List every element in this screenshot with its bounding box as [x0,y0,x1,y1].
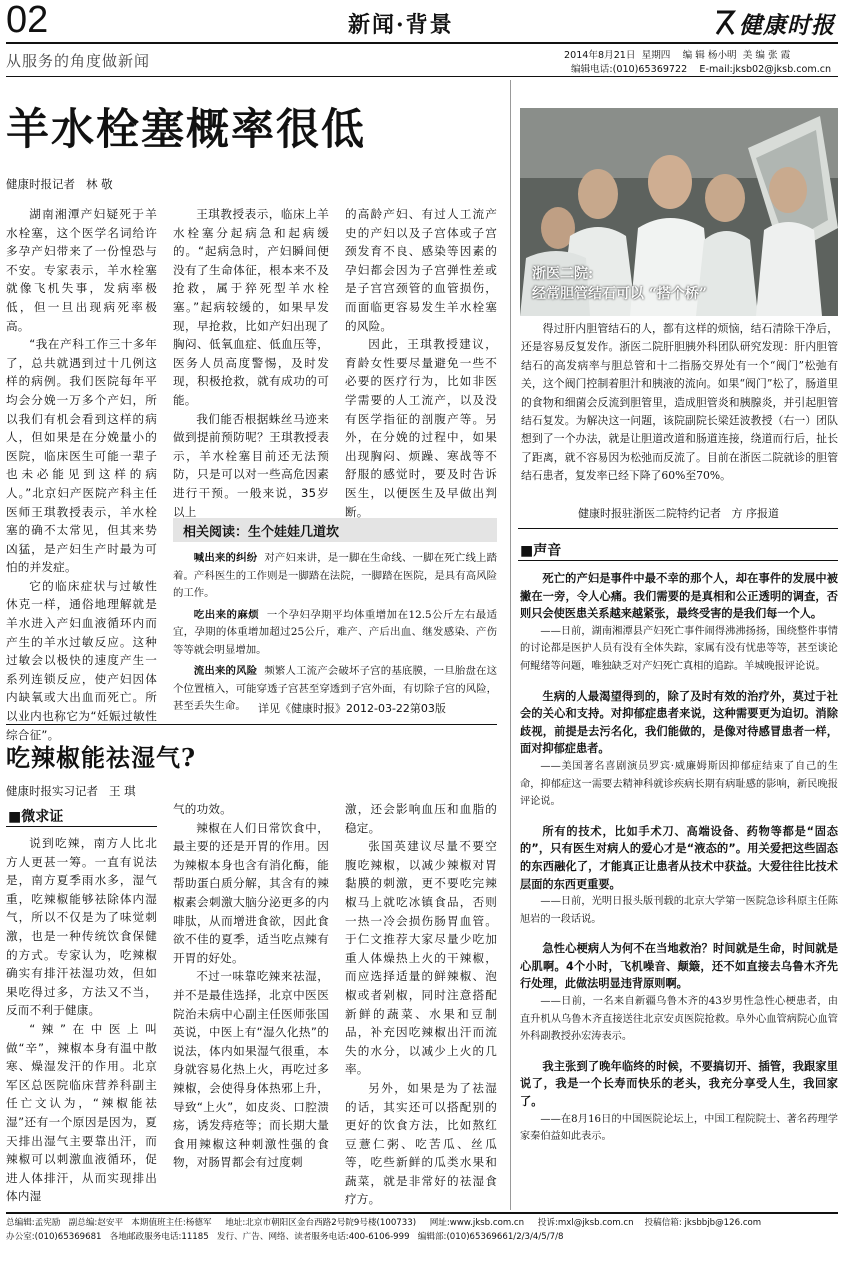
related-item-label: 吃出来的麻烦 [193,608,260,621]
article2-paragraph: 不过一味靠吃辣来祛湿，并不是最佳选择，北京中医医院治未病中心副主任医师张国英说，中医上有“湿久化热”的说法，体内如果湿气很重，本身就容易化热上火，再吃过多辣椒，会使得身体热邪上升，导致“上火”，如皮炎、口腔溃疡，诱发痔疮等；而长期大量食用辣椒这种刺激性强的食物，对肠胃都会有过度刺 [173,969,329,1170]
voice-source: ——日前，湖南湘潭县产妇死亡事件闹得沸沸扬扬，围绕整件事情的讨论都是医护人员有没有全体失踪，家属有没有忧患等等，甚至谈论何鲲绪等问题，唯独缺乏对产妇死亡真相的追踪。羊城晚报评论说。 [520,625,838,672]
related-item [173,607,497,660]
article-divider [6,724,497,725]
article1-paragraph: 王琪教授表示，临床上羊水栓塞分起病急和起病缓的。“起病急时，产妇瞬间便没有了生命体征，根本来不及抢救，属于猝死型羊水栓塞。”起病较缓的，如果早发现，早抢救，比如产妇出现了胸闷、低氧血症、低血压等，医务人员高度警惕，及时发现，积极抢救，就有成功的可能。 [173,207,329,407]
logo-text: 健康时报 [739,12,835,39]
photo-caption [532,264,707,304]
related-item [173,550,497,603]
article2-paragraph: 辣椒在人们日常饮食中，最主要的还是开胃的作用。因为辣椒本身也含有消化酶，能帮助蛋白质分解，其含有的辣椒素会刺激大脑分泌更多的内啡肽，从而增进食欲，因此食欲不佳的夏季，适当吃点辣有开胃的好处。 [173,820,329,965]
voice-quote: 死亡的产妇是事件中最不幸的那个人，却在事件的发展中被撇在一旁，令人心痛。我们需要的是真相和公正透明的调查，否则只会使医患关系越来越紧张，最终受害的是我们每一个人。 [520,572,838,621]
article1-column-2 [173,205,329,519]
doctors-xray-photo [520,108,838,316]
article2-paragraph: 另外，如果是为了祛湿的话，其实还可以搭配别的更好的饮食方法，比如熬红豆薏仁粥、吃苦瓜、丝瓜等，吃些新鲜的瓜类水果和蔬菜，就是非常好的祛湿食疗方。 [345,1080,497,1207]
voice-quote: 急性心梗病人为何不在当地救治？时间就是生命，时间就是心肌啊。4个小时，飞机噪音、颠簸，还不如直接去乌鲁木齐先行处理，此做法明显违背原则啊。 [520,942,838,991]
article2-byline: 健康时报实习记者 王 琪 [6,784,136,798]
voice-tag: ■声音 [520,543,562,559]
article1-paragraph: 它的临床症状与过敏性休克一样，通俗地理解就是羊水进入产妇血液循环内而产生的羊水过敏反应。这种过敏会以极快的速度产生一系列连锁反应，使产妇因体内缺氧或大出血而死亡。所以业内也称它为“妊娠过敏性综合征”。 [6,578,157,742]
related-reading-ref: 详见《健康时报》2012-03-22第03版 [258,702,446,715]
related-item-label: 喊出来的纠纷 [193,552,258,564]
voice-quote: 我主张到了晚年临终的时候，不要搞切开、插管，我跟家里说了，我是一个长寿而快乐的老头，我充分享受人生，我回家了。 [520,1059,838,1109]
voice-item [520,1058,838,1146]
header-rule-bottom [6,76,838,77]
health-times-logo-icon [713,8,737,38]
related-reading-title: 相关阅读：生个娃娃几道坎 [183,525,340,540]
photo-story-body [521,320,838,488]
article2-paragraph: 说到吃辣，南方人比北方人更甚一筹。一直有说法是，南方夏季雨水多，湿气重，吃辣椒能够祛除体内湿气，所以不仅是为了味觉刺激，也是一种传统饮食保健的方式。专家认为，吃辣椒确实有排汗祛湿功效，但如果吃得过多，方法又不当，反而不利于健康。 [6,836,157,1018]
section-title: 新闻·背景 [348,12,454,38]
article1-paragraph: 我们能否根据蛛丝马迹来做到提前预防呢？王琪教授表示，羊水栓塞目前还无法预防，只是可以对一些高危因素进行干预。一般来说，35岁以上 [173,411,329,519]
article1-column-3 [345,205,497,519]
article2-headline: 吃辣椒能祛湿气? [6,743,197,772]
masthead-logo [713,6,839,40]
article1-paragraph: 因此，王琪教授建议，育龄女性要尽量避免一些不必要的医疗行为，比如非医学需要的人工流产，以及没有医学指征的剖腹产等。另外，在分娩的过程中，如果出现胸闷、烦躁、寒战等不舒服的感觉时，要及时告诉医生，以便医生及早做出判断。 [345,337,497,519]
voice-source: ——美国著名喜剧演员罗宾·威廉姆斯因抑郁症结束了自己的生命，抑郁症这一需要去精神科就诊疾病长期有病耻感的影响，新民晚报评论说。 [520,760,838,808]
photo-caption-line1: 浙医二院: [532,266,594,282]
related-item-text: 频繁人工流产会破坏子宫的基底膜，一旦胎盘在这个位置植入，可能穿透子宫甚至穿透到子宫外面，有切除子宫的风险，甚至丢失生命。 [173,665,497,712]
footer-rule [6,1212,838,1214]
sidebar-divider [518,528,838,529]
related-item-label: 流出来的风险 [193,665,258,677]
photo-caption-line2: 经常胆管结石可以 “搭个桥” [532,286,707,302]
article1-headline: 羊水栓塞概率很低 [6,105,366,155]
tag-underline [6,826,157,827]
article2-paragraph: 张国英建议尽量不要空腹吃辣椒，以减少辣椒对胃黏膜的刺激，更不要吃完辣椒马上就吃冰镇食品，否则一热一冷会损伤肠胃血管。于仁文推荐大家尽量少吃加重人体燥热上火的干辣椒，而应选择适量的鲜辣椒、泡椒或者剁椒，同时注意搭配新鲜的蔬菜、水果和豆制品，补充因吃辣椒出汗而流失的水分，以减少上火的几率。 [345,839,497,1077]
article1-paragraph: 的高龄产妇、有过人工流产史的产妇以及子宫体或子宫颈发育不良、感染等因素的孕妇都会因为子宫弹性差或是子宫宫颈管的血管损伤，而面临更容易发生羊水栓塞的风险。 [345,207,497,333]
article1-column-1 [6,205,157,742]
slogan: 从服务的角度做新闻 [6,52,151,70]
voice-item [520,688,838,811]
voice-source: ——日前，光明日报头版刊载的北京大学第一医院急诊科原主任陈旭岩的一段话说。 [520,896,838,925]
footer-line-1: 总编辑:孟宪励 副总编:赵安平 本期值班主任:杨德军 地址:北京市朝阳区金台西路2号院9号楼(100733) 网址:www.jksb.com.cn 投诉:mxl@jksb.com.cn 投稿信箱: jksbbjb@126.com [6,1218,762,1228]
contact-line: 编辑电话:(010)65369722 E-mail:jksb02@jksb.com.cn [571,64,832,75]
voice-item [520,940,838,1046]
article2-column-3 [345,800,497,1210]
article1-byline: 健康时报记者 林 敬 [6,177,113,191]
photo-story-credit: 健康时报驻浙医二院特约记者 方 序报道 [578,507,779,520]
article1-paragraph: 湖南湘潭产妇疑死于羊水栓塞，这个医学名词给许多孕产妇带来了一份惶恐与不安。专家表示，羊水栓塞就像飞机失事，发病率极低，但一旦出现病死率极高。 [6,207,157,333]
voice-source: ——日前，一名来自新疆乌鲁木齐的43岁男性急性心梗患者，由直升机从乌鲁木齐直接送往北京安贞医院抢救。阜外心血管病院心血管外科副教授孙宏涛表示。 [520,996,838,1043]
voice-list [520,570,838,1210]
article2-paragraph: 激，还会影响血压和血脂的稳定。 [345,802,497,835]
related-item-text: 对产妇来讲，是一脚在生命线、一脚在死亡线上踏着。产科医生的工作则是一脚踏在法院，一脚踏在医院，是具有高风险的工作。 [173,552,497,599]
article2-tag: ■微求证 [8,809,64,825]
related-item-text: 一个孕妇孕期平均体重增加在12.5公斤左右最适宜，孕期的体重增加超过25公斤，难产、产后出血、继发感染、产伤等等就会明显增加。 [173,608,497,656]
voice-source: ——在8月16日的中国医院论坛上，中国工程院院士、著名药理学家秦伯益如此表示。 [520,1113,838,1143]
page-number: 02 [6,0,49,41]
article1-paragraph: “我在产科工作三十多年了，总共就遇到过十几例这样的病例。我们医院每年平均会分娩一万多个产妇，所以我们有机会看到这样的病人，但如果是在分娩量小的医院，临床医生可能一辈子也未必能见到这样的病人。”北京妇产医院产科主任医师王琪教授表示，羊水栓塞的确不太常见，但其来势凶猛，是产妇生产时最为可怕的并发症。 [6,337,157,575]
article2-column-2 [173,800,329,1210]
related-reading-list [173,550,497,716]
voice-quote: 所有的技术，比如手术刀、高端设备、药物等都是“固态的”，只有医生对病人的爱心才是“液态的”。用关爱把这些固态的东西融化了，才能真正让患者从技术中获益。大爱往往比技术层面的东西更重要。 [520,824,838,891]
voice-item [520,823,838,929]
voice-item [520,570,838,676]
header-rule [6,42,838,44]
column-divider [510,80,511,1210]
voice-tag-underline [518,560,838,561]
voice-quote: 生病的人最渴望得到的，除了及时有效的治疗外，莫过于社会的关心和支持。对抑郁症患者来说，这种需要更为迫切。消除歧视，前提是去污名化，我们能做的，是像对待感冒患者一样，面对抑郁症患者。 [520,689,838,756]
article2-column-1 [6,834,157,1210]
date-line: 2014年8月21日 星期四 编 辑 杨小明 美 编 张 霞 [564,50,791,61]
article2-paragraph: “辣”在中医上叫做“辛”，辣椒本身有温中散寒、燥湿发汗的作用。北京军区总医院临床营养科副主任亡文认为，“辣椒能祛湿”还有一个原因是因为，夏天排出湿气主要靠出汗，而辣椒可以刺激血液循环，促进人体排汗，从而实现排出体内湿 [6,1021,157,1204]
article2-paragraph: 气的功效。 [173,802,232,816]
photo-story-text: 得过肝内胆管结石的人，都有这样的烦恼，结石清除干净后，还是容易反复发作。浙医二院肝胆胰外科团队研究发现：肝内胆管结石的高发病率与胆总管和十二指肠交界处有一个“阀门”松弛有关，这个阀门控制着胆汁和胰液的流向。如果“阀门”松了，肠道里的食物和细菌会反流到胆管里，造成胆管炎和胰腺炎，并引起胆管结石复发。为解决这一问题，该院副院长梁廷波教授（右一）团队想到了一个办法，就是让胆道改道和肠道连接，绕道而行后，扯长了距离，就不容易因为松弛而反流了。目前在浙医二院就诊的胆管结石患者，复发率已经下降了60%至70%。 [521,322,838,483]
related-reading-heading [173,518,497,542]
footer-line-2: 办公室:(010)65369681 各地邮政服务电话:11185 发行、广告、网络、读者服务电话:400-6106-999 编辑部:(010)65369661/2/3/4/5/7/8 [6,1232,564,1242]
